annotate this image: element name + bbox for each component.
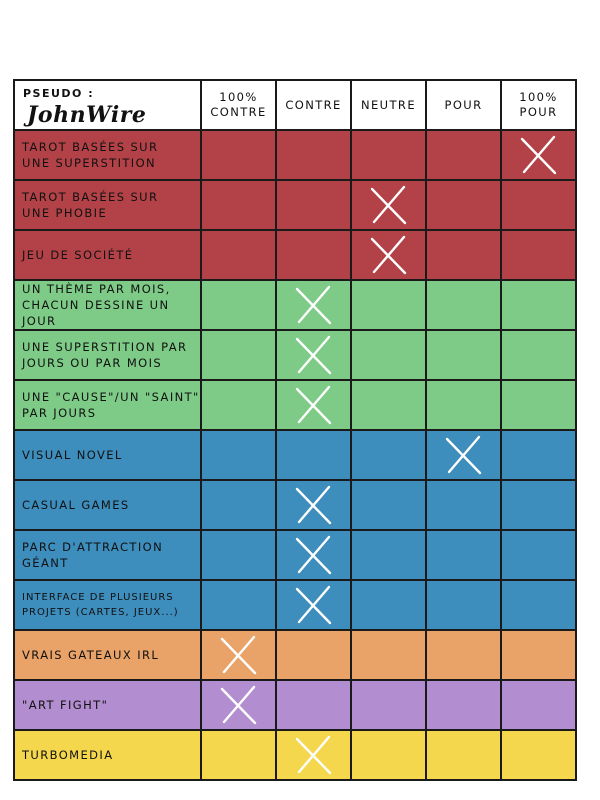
- vote-cell[interactable]: [201, 280, 276, 330]
- pseudo-label: PSEUDO :: [23, 86, 95, 100]
- vote-cell[interactable]: [501, 480, 576, 530]
- vote-cell[interactable]: [501, 280, 576, 330]
- vote-cell[interactable]: [426, 580, 501, 630]
- column-header-pour: [426, 80, 501, 130]
- column-header-label: NEUTRE: [361, 97, 416, 112]
- row-label: VRAIS GATEAUX IRL: [14, 630, 201, 680]
- vote-cell[interactable]: [276, 580, 351, 630]
- pseudo-cell: [14, 80, 201, 130]
- row-label: TAROT BASÉES SUR UNE PHOBIE: [14, 180, 201, 230]
- table-row: [14, 480, 576, 530]
- x-mark-icon: [369, 185, 409, 225]
- vote-cell[interactable]: [276, 280, 351, 330]
- vote-cell[interactable]: [276, 230, 351, 280]
- vote-cell[interactable]: [351, 680, 426, 730]
- vote-cell[interactable]: [276, 130, 351, 180]
- rows-body: [14, 130, 576, 780]
- vote-cell[interactable]: [501, 430, 576, 480]
- vote-table: [13, 79, 577, 781]
- vote-cell[interactable]: [426, 230, 501, 280]
- row-label: UNE SUPERSTITION PAR JOURS OU PAR MOIS: [14, 330, 201, 380]
- column-header-label: POUR: [444, 97, 483, 112]
- vote-cell[interactable]: [201, 430, 276, 480]
- vote-cell[interactable]: [426, 380, 501, 430]
- vote-cell[interactable]: [276, 480, 351, 530]
- column-header-label: CONTRE: [285, 97, 342, 112]
- vote-cell[interactable]: [276, 730, 351, 780]
- vote-cell[interactable]: [351, 330, 426, 380]
- vote-cell[interactable]: [351, 230, 426, 280]
- vote-cell[interactable]: [501, 580, 576, 630]
- vote-cell[interactable]: [426, 730, 501, 780]
- x-mark-icon: [294, 335, 334, 375]
- vote-cell[interactable]: [426, 130, 501, 180]
- row-label: PARC D'ATTRACTION GÉANT: [14, 530, 201, 580]
- table-row: [14, 130, 576, 180]
- x-mark-icon: [294, 535, 334, 575]
- vote-cell[interactable]: [351, 630, 426, 680]
- x-mark-icon: [444, 435, 484, 475]
- table-row: [14, 730, 576, 780]
- vote-cell[interactable]: [201, 530, 276, 580]
- vote-cell[interactable]: [276, 330, 351, 380]
- vote-cell[interactable]: [201, 230, 276, 280]
- vote-cell[interactable]: [426, 430, 501, 480]
- vote-cell[interactable]: [501, 680, 576, 730]
- vote-cell[interactable]: [501, 380, 576, 430]
- vote-cell[interactable]: [201, 680, 276, 730]
- vote-cell[interactable]: [351, 530, 426, 580]
- vote-cell[interactable]: [276, 430, 351, 480]
- vote-cell[interactable]: [426, 280, 501, 330]
- vote-cell[interactable]: [351, 480, 426, 530]
- vote-cell[interactable]: [276, 530, 351, 580]
- vote-cell[interactable]: [426, 330, 501, 380]
- row-label: TURBOMEDIA: [14, 730, 201, 780]
- x-mark-icon: [294, 585, 334, 625]
- table-row: [14, 330, 576, 380]
- vote-cell[interactable]: [276, 180, 351, 230]
- row-label: INTERFACE DE PLUSIEURS PROJETS (CARTES, JEUX...): [14, 580, 201, 630]
- row-label: CASUAL GAMES: [14, 480, 201, 530]
- vote-cell[interactable]: [351, 730, 426, 780]
- x-mark-icon: [294, 485, 334, 525]
- vote-cell[interactable]: [201, 480, 276, 530]
- column-header-contre: [276, 80, 351, 130]
- vote-cell[interactable]: [501, 230, 576, 280]
- vote-cell[interactable]: [276, 630, 351, 680]
- vote-cell[interactable]: [501, 180, 576, 230]
- x-mark-icon: [219, 635, 259, 675]
- vote-cell[interactable]: [351, 180, 426, 230]
- column-header-label: 100% CONTRE: [210, 90, 267, 119]
- vote-cell[interactable]: [501, 130, 576, 180]
- column-header-neutre: [351, 80, 426, 130]
- vote-cell[interactable]: [501, 330, 576, 380]
- vote-cell[interactable]: [501, 630, 576, 680]
- vote-cell[interactable]: [426, 180, 501, 230]
- row-label: UNE "CAUSE"/UN "SAINT" PAR JOURS: [14, 380, 201, 430]
- vote-cell[interactable]: [276, 380, 351, 430]
- vote-cell[interactable]: [426, 630, 501, 680]
- vote-cell[interactable]: [351, 280, 426, 330]
- vote-cell[interactable]: [426, 530, 501, 580]
- x-mark-icon: [219, 685, 259, 725]
- row-label: JEU DE SOCIÉTÉ: [14, 230, 201, 280]
- vote-cell[interactable]: [201, 380, 276, 430]
- header-row: [14, 80, 576, 130]
- vote-cell[interactable]: [351, 130, 426, 180]
- x-mark-icon: [294, 285, 334, 325]
- signature: JohnWire: [27, 101, 147, 128]
- table-row: [14, 580, 576, 630]
- table-row: [14, 230, 576, 280]
- row-label: "ART FIGHT": [14, 680, 201, 730]
- table-row: [14, 630, 576, 680]
- vote-cell[interactable]: [201, 730, 276, 780]
- vote-cell[interactable]: [201, 180, 276, 230]
- column-header-label: 100% POUR: [519, 90, 558, 119]
- table-row: [14, 280, 576, 330]
- table-row: [14, 530, 576, 580]
- column-header-100-pour: [501, 80, 576, 130]
- vote-cell[interactable]: [351, 380, 426, 430]
- vote-cell[interactable]: [276, 680, 351, 730]
- table-row: [14, 380, 576, 430]
- row-label: TAROT BASÉES SUR UNE SUPERSTITION: [14, 130, 201, 180]
- vote-cell[interactable]: [201, 580, 276, 630]
- vote-cell[interactable]: [201, 330, 276, 380]
- vote-cell[interactable]: [351, 430, 426, 480]
- table-row: [14, 430, 576, 480]
- table-row: [14, 180, 576, 230]
- x-mark-icon: [294, 735, 334, 775]
- column-header-100-contre: [201, 80, 276, 130]
- vote-cell[interactable]: [426, 680, 501, 730]
- x-mark-icon: [369, 235, 409, 275]
- vote-cell[interactable]: [201, 630, 276, 680]
- table-row: [14, 680, 576, 730]
- x-mark-icon: [519, 135, 559, 175]
- vote-cell[interactable]: [426, 480, 501, 530]
- row-label: UN THÈME PAR MOIS, CHACUN DESSINE UN JOUR: [14, 280, 201, 330]
- vote-cell[interactable]: [351, 580, 426, 630]
- x-mark-icon: [294, 385, 334, 425]
- vote-cell[interactable]: [501, 730, 576, 780]
- row-label: VISUAL NOVEL: [14, 430, 201, 480]
- vote-cell[interactable]: [501, 530, 576, 580]
- vote-cell[interactable]: [201, 130, 276, 180]
